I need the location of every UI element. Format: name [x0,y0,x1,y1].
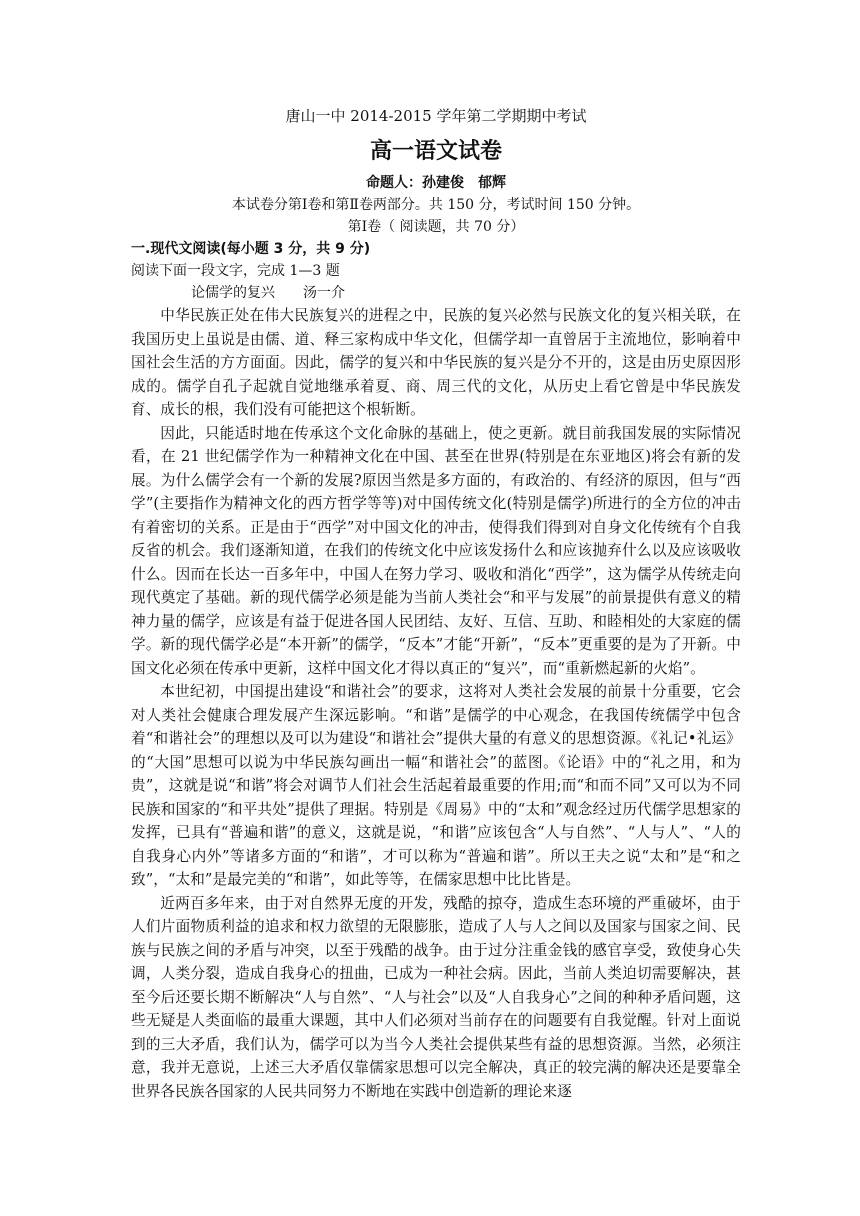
authors-label: 命题人：孙建俊 [366,175,464,191]
exam-note: 本试卷分第Ⅰ卷和第Ⅱ卷两部分。共 150 分，考试时间 150 分钟。 [231,197,641,213]
article-paragraph: 近两百多年来，由于对自然界无度的开发，残酷的掠夺，造成生态环境的严重破坏，由于人们片面物质利益的追求和权力欲望的无限膨胀，造成了人与人之间以及国家与国家之间、民族与民族之间的矛盾与冲突，以至于残酷的战争。由于过分注重金钱的感官享受，致使身心失调，人类分裂，造成自我身心的扭曲，已成为一种社会病。因此，当前人类迫切需要解决，甚至今后还要长期不断解决“人与自然”、“人与社会”以及“人自我身心”之间的种种矛盾问题，这些无疑是人类面临的最重大课题，其中人们必须对当前存在的问题要有自我觉醒。针对上面说到的三大矛盾，我们认为，儒学可以为当今人类社会提供某些有益的思想资源。当然，必须注意，我并无意说，上述三大矛盾仅靠儒家思想可以完全解决，真正的较完满的解决还是要靠全世界各民族各国家的人民共同努力不断地在实践中创造新的理论来逐 [131,894,741,1100]
article-title: 论儒学的复兴 [191,285,275,301]
reading-instruction: 阅读下面一段文字，完成 1—3 题 [131,263,340,279]
article-paragraph: 中华民族正处在伟大民族复兴的进程之中，民族的复兴必然与民族文化的复兴相关联，在我国历史上虽说是由儒、道、释三家构成中华文化，但儒学却一直曾居于主流地位，影响着中国社会生活的方方面面。因此，儒学的复兴和中华民族的复兴是分不开的，这是由历史原因形成的。儒学自孔子起就自觉地继承着夏、商、周三代的文化，从历史上看它曾是中华民族发育、成长的根，我们没有可能把这个根斩断。 [131,307,741,418]
authors-line [131,172,741,194]
article-paragraph: 因此，只能适时地在传承这个文化命脉的基础上，使之更新。就目前我国发展的实际情况看，在 21 世纪儒学作为一种精神文化在中国、甚至在世界(特别是在东亚地区)将会有新的发展。为什么儒学会有一个新的发展?原因当然是多方面的，有政治的、有经济的原因，但与“西学”(主要指作为精神文化的西方哲学等等)对中国传统文化(特别是儒学)所进行的全方位的冲击有着密切的关系。正是由于“西学”对中国文化的冲击，使得我们得到对自身文化传统有个自我反省的机会。我们逐渐知道，在我们的传统文化中应该发扬什么和应该抛弃什么以及应该吸收什么。因而在长达一百多年中，中国人在努力学习、吸收和消化“西学”，这为儒学从传统走向现代奠定了基础。新的现代儒学必须是能为当前人类社会“和平与发展”的前景提供有意义的精神力量的儒学，应该是有益于促进各国人民团结、友好、互信、互助、和睦相处的大家庭的儒学。新的现代儒学必是“本开新”的儒学，“反本”才能“开新”，“反本”更重要的是为了开新。中国文化必须在传承中更新，这样中国文化才得以真正的“复兴”，而“重新燃起新的火焰”。 [131,424,741,677]
article-paragraph: 本世纪初，中国提出建设“和谐社会”的要求，这将对人类社会发展的前景十分重要，它会对人类社会健康合理发展产生深远影响。“和谐”是儒学的中心观念，在我国传统儒学中包含着“和谐社会”的理想以及可以为建设“和谐社会”提供大量的有意义的思想资源。《礼记•礼运》的“大国”思想可以说为中华民族勾画出一幅“和谐社会”的蓝图。《论语》中的“礼之用，和为贵”，这就是说“和谐”将会对调节人们社会生活起着最重要的作用;而“和而不同”又可以为不同民族和国家的“和平共处”提供了理据。特别是《周易》中的“太和”观念经过历代儒学思想家的发挥，已具有“普遍和谐”的意义，这就是说，“和谐”应该包含“人与自然”、“人与人”、“人的自我身心内外”等诸多方面的“和谐”，才可以称为“普遍和谐”。所以王夫之说“太和”是“和之致”，“太和”是最完美的“和谐”，如此等等，在儒家思想中比比皆是。 [131,683,741,888]
article-heading [131,282,741,304]
volume-heading: 第Ⅰ卷（ 阅读题，共 70 分） [347,219,525,235]
school-exam-line: 唐山一中 2014-2015 学年第二学期期中考试 [285,107,587,125]
article-author: 汤一介 [303,285,345,301]
exam-page [131,104,741,1103]
section-heading: 一.现代文阅读(每小题 3 分，共 9 分) [131,241,371,257]
authors-second: 郁辉 [478,175,506,191]
exam-title: 高一语文试卷 [369,139,502,164]
